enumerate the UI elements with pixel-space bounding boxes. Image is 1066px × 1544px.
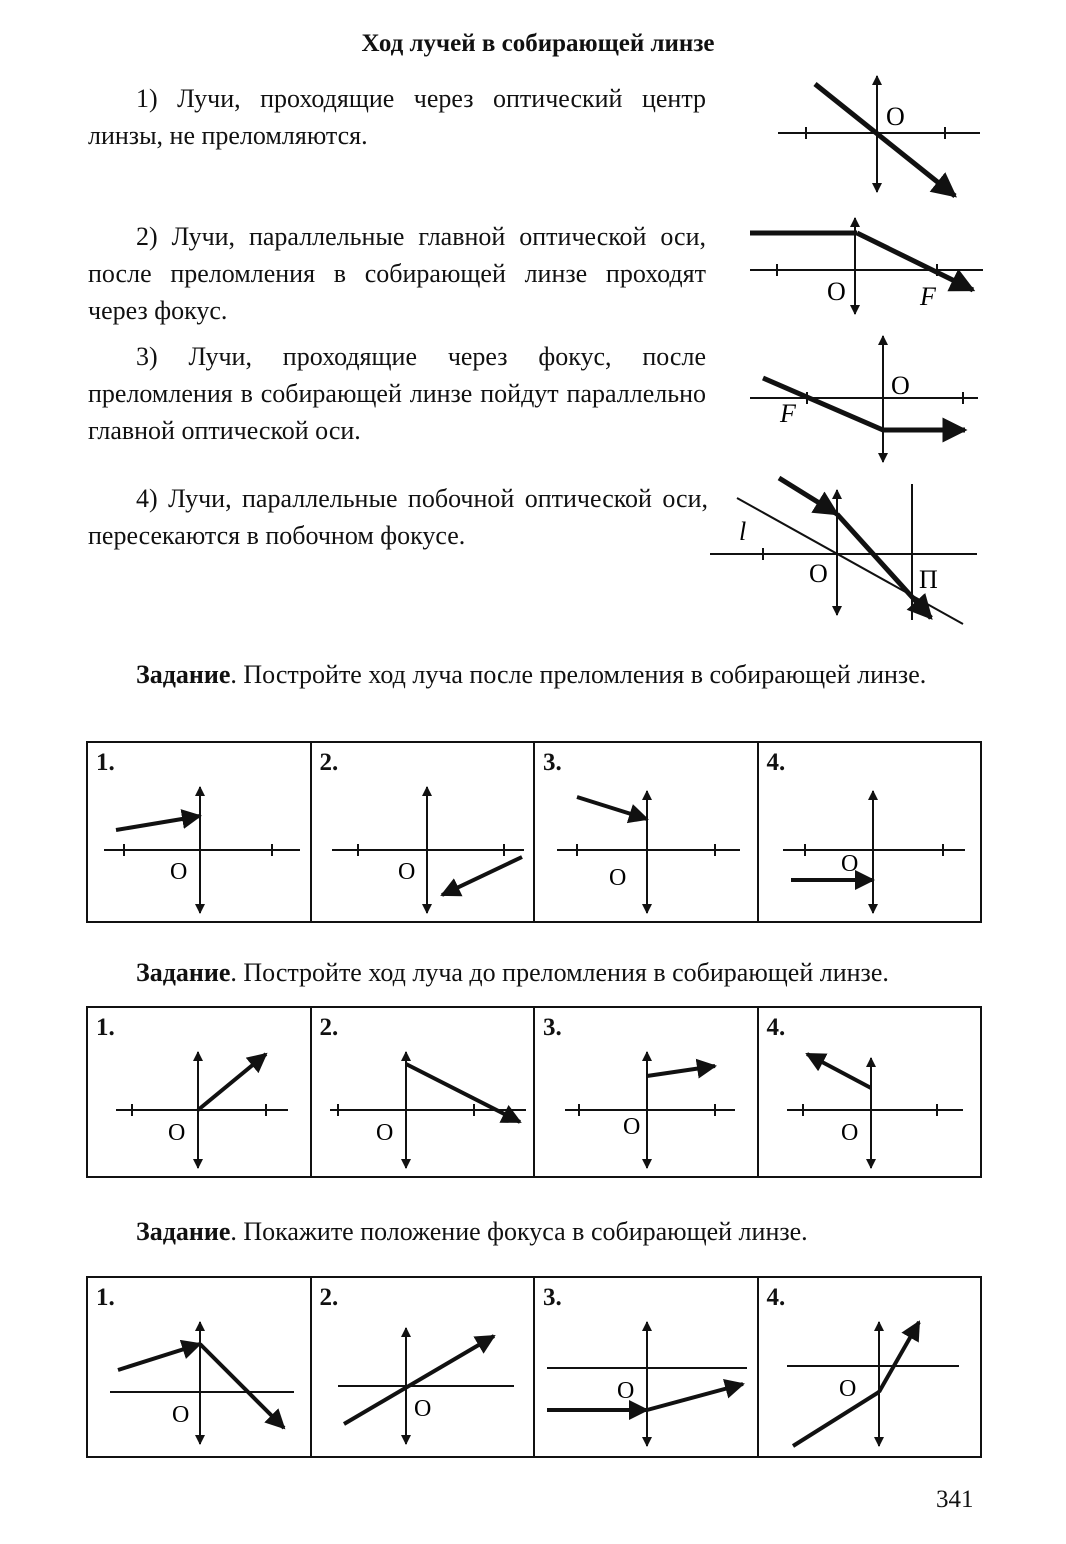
task-cell[interactable] <box>535 1008 759 1176</box>
center-label: O <box>840 851 858 877</box>
center-label: O <box>609 865 627 891</box>
cell-diagram <box>759 743 981 921</box>
task-3-grid <box>86 1276 982 1458</box>
task-2-grid <box>86 1006 982 1178</box>
task-label: Задание <box>136 660 231 689</box>
center-label: O <box>838 1376 856 1402</box>
cell-diagram <box>88 1278 310 1456</box>
cell-number: 2. <box>319 749 339 776</box>
cell-diagram <box>759 1278 981 1456</box>
cell-number: 4. <box>766 1014 786 1041</box>
cell-number: 3. <box>543 1284 562 1311</box>
rule-1-text: 1) Лучи, проходящие через оптический центр линзы, не преломляются. <box>88 84 706 150</box>
focus-label: F <box>780 399 796 428</box>
center-label: O <box>413 1396 431 1422</box>
cell-number: 4. <box>766 1284 786 1311</box>
center-label: O <box>827 277 846 306</box>
task-cell[interactable] <box>759 1008 981 1176</box>
cell-diagram <box>312 1278 534 1456</box>
cell-diagram <box>312 743 534 921</box>
cell-diagram <box>535 1278 757 1456</box>
cell-diagram <box>312 1008 534 1176</box>
task-cell[interactable] <box>759 743 981 921</box>
cell-number: 3. <box>543 1014 562 1041</box>
cell-number: 1. <box>96 1014 115 1041</box>
rule-2-diagram <box>745 210 990 325</box>
side-axis-label: l <box>739 517 747 546</box>
rule-4-text: 4) Лучи, параллельные побочной оптической оси, пересекаются в побочном фокусе. <box>88 484 708 550</box>
page-title: Ход лучей в собирающей линзе <box>361 30 715 57</box>
task-cell[interactable] <box>88 1008 312 1176</box>
task-body: . Покажите положение фокуса в собирающей линзе. <box>230 1217 808 1246</box>
task-cell[interactable] <box>88 1278 312 1456</box>
task-cell[interactable] <box>759 1278 981 1456</box>
task-cell[interactable] <box>312 743 536 921</box>
center-label: O <box>623 1114 641 1140</box>
center-label: O <box>840 1120 858 1146</box>
center-label: O <box>886 102 905 131</box>
task-cell[interactable] <box>312 1278 536 1456</box>
center-label: O <box>617 1378 635 1404</box>
task-1-text <box>88 656 982 693</box>
cell-diagram <box>88 1008 310 1176</box>
cell-number: 2. <box>319 1284 339 1311</box>
cell-number: 1. <box>96 1284 115 1311</box>
rule-3-text: 3) Лучи, проходящие через фокус, после преломления в собирающей линзе пойдут параллельно главной оптической оси. <box>88 342 706 445</box>
task-body: . Постройте ход луча до преломления в собирающей линзе. <box>230 958 889 987</box>
cell-diagram <box>88 743 310 921</box>
center-label: O <box>168 1120 186 1146</box>
task-2-text <box>136 954 982 991</box>
rule-2-text: 2) Лучи, параллельные главной оптической оси, после преломления в собирающей линзе проходят через фокус. <box>88 222 706 325</box>
task-cell[interactable] <box>312 1008 536 1176</box>
cell-diagram <box>535 743 757 921</box>
center-label: O <box>170 859 188 885</box>
cell-number: 4. <box>766 749 786 776</box>
center-label: O <box>397 859 415 885</box>
cell-number: 1. <box>96 749 115 776</box>
side-focus-label: П <box>919 565 938 594</box>
cell-diagram <box>535 1008 757 1176</box>
center-label: O <box>891 371 910 400</box>
cell-number: 3. <box>543 749 562 776</box>
page-number: 341 <box>936 1486 974 1513</box>
cell-number: 2. <box>319 1014 339 1041</box>
cell-diagram <box>759 1008 981 1176</box>
rule-1-diagram <box>770 70 990 210</box>
task-body: . Постройте ход луча после преломления в собирающей линзе. <box>230 660 927 689</box>
center-label: O <box>172 1402 190 1428</box>
rule-3-diagram <box>745 330 985 470</box>
task-3-text <box>136 1213 982 1250</box>
focus-label: F <box>920 282 936 311</box>
task-label: Задание <box>136 1217 231 1246</box>
task-cell[interactable] <box>88 743 312 921</box>
center-label: O <box>375 1120 393 1146</box>
task-label: Задание <box>136 958 231 987</box>
rule-4-diagram <box>705 470 985 630</box>
task-1-grid <box>86 741 982 923</box>
center-label: O <box>809 559 828 588</box>
task-cell[interactable] <box>535 1278 759 1456</box>
task-cell[interactable] <box>535 743 759 921</box>
